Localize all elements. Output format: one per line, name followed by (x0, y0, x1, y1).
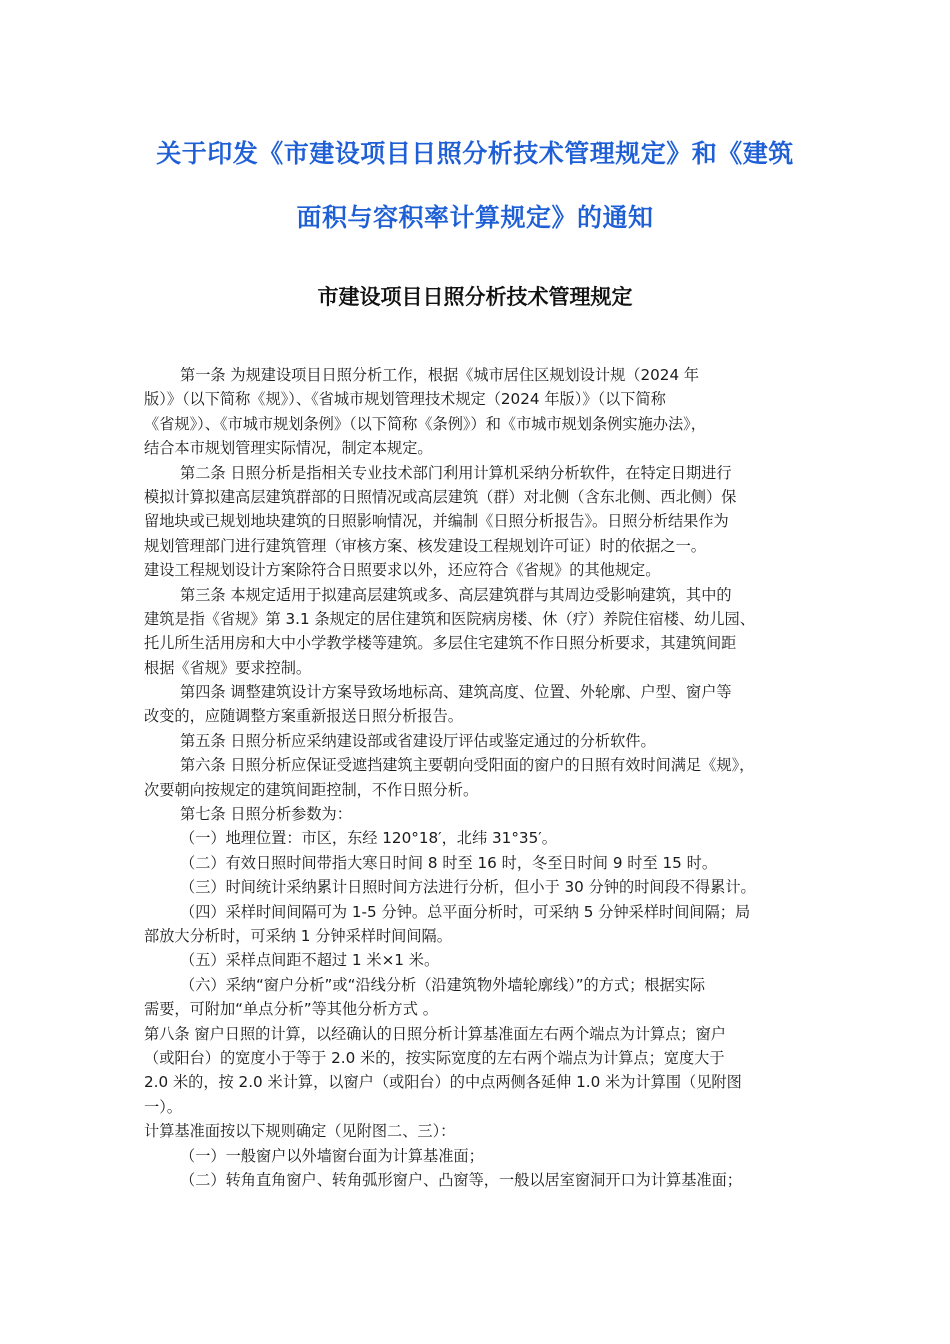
body-line: （五）采样点间距不超过 1 米×1 米。 (180, 951, 440, 970)
body-line: 计算基准面按以下规则确定（见附图二、三）： (144, 1122, 456, 1141)
body-line: （一）地理位置：市区，东经 120°18′，北纬 31°35′。 (180, 829, 557, 848)
body-line: 建设工程规划设计方案除符合日照要求以外，还应符合《省规》的其他规定。 (144, 561, 661, 580)
body-line: 第四条 调整建筑设计方案导致场地标高、建筑高度、位置、外轮廓、户型、窗户等 (180, 683, 732, 702)
body-line: 一）。 (144, 1097, 182, 1116)
body-line: 第八条 窗户日照的计算，以经确认的日照分析计算基准面左右两个端点为计算点；窗户 (144, 1024, 726, 1043)
notice-title-line-1: 关于印发《市建设项目日照分析技术管理规定》和《建筑 (156, 139, 794, 168)
body-line: 版）》（以下简称《规》）、《省城市规划管理技术规定（2024 年版）》（以下简称 (144, 390, 666, 409)
body-line: 改变的，应随调整方案重新报送日照分析报告。 (144, 707, 463, 726)
body-line: 第五条 日照分析应采纳建设部或省建设厅评估或鉴定通过的分析软件。 (180, 731, 656, 750)
body-line: 次要朝向按规定的建筑间距控制，不作日照分析。 (144, 780, 479, 799)
body-line: 第三条 本规定适用于拟建高层建筑或多、高层建筑群与其周边受影响建筑，其中的 (180, 585, 732, 604)
notice-title-line-2: 面积与容积率计算规定》的通知 (296, 203, 654, 232)
body-line: 第二条 日照分析是指相关专业技术部门利用计算机采纳分析软件，在特定日期进行 (180, 463, 732, 482)
body-line: 第七条 日照分析参数为： (180, 805, 352, 824)
regulation-title: 市建设项目日照分析技术管理规定 (317, 285, 633, 309)
body-line: 需要，可附加“单点分析”等其他分析方式 。 (144, 1000, 438, 1019)
body-line: （一）一般窗户以外墙窗台面为计算基准面； (180, 1146, 484, 1165)
body-line: （或阳台）的宽度小于等于 2.0 米的，按实际宽度的左右两个端点为计算点；宽度大于 (144, 1048, 725, 1067)
body-line: （二）有效日照时间带指大寒日时间 8 时至 16 时，冬至日时间 9 时至 15 时。 (180, 853, 718, 872)
body-line: 2.0 米的，按 2.0 米计算，以窗户（或阳台）的中点两侧各延伸 1.0 米为计算围（见附图 (144, 1073, 742, 1092)
body-line: 结合本市规划管理实际情况，制定本规定。 (144, 439, 433, 458)
document-body (144, 363, 816, 1192)
body-line: 模拟计算拟建高层建筑群部的日照情况或高层建筑（群）对北侧（含东北侧、西北侧）保 (144, 487, 737, 506)
body-line: （六）采纳“窗户分析”或“沿线分析（沿建筑物外墙轮廓线）”的方式；根据实际 (180, 975, 706, 994)
body-line: 根据《省规》要求控制。 (144, 658, 312, 677)
body-line: 留地块或已规划地块建筑的日照影响情况，并编制《日照分析报告》。日照分析结果作为 (144, 512, 729, 531)
body-line: 建筑是指《省规》第 3.1 条规定的居住建筑和医院病房楼、休（疗）养院住宿楼、幼儿园、 (144, 609, 755, 628)
body-line: 规划管理部门进行建筑管理（审核方案、核发建设工程规划许可证）时的依据之一。 (144, 536, 706, 555)
body-line: 《省规》）、《市城市规划条例》（以下简称《条例》）和《市城市规划条例实施办法》， (144, 414, 706, 433)
body-line: 第一条 为规建设项目日照分析工作，根据《城市居住区规划设计规（2024 年 (180, 366, 700, 384)
body-line: 第六条 日照分析应保证受遮挡建筑主要朝向受阳面的窗户的日照有效时间满足《规》， (180, 756, 755, 775)
body-line: （三）时间统计采纳累计日照时间方法进行分析，但小于 30 分钟的时间段不得累计。 (180, 878, 756, 897)
body-line: （二）转角直角窗户、转角弧形窗户、凸窗等，一般以居室窗洞开口为计算基准面； (180, 1170, 742, 1189)
body-line: 部放大分析时，可采纳 1 分钟采样时间间隔。 (144, 926, 452, 945)
body-line: 托儿所生活用房和大中小学教学楼等建筑。多层住宅建筑不作日照分析要求，其建筑间距 (144, 634, 737, 653)
body-line: （四）采样时间间隔可为 1-5 分钟。总平面分析时，可采纳 5 分钟采样时间间隔；局 (180, 902, 751, 921)
